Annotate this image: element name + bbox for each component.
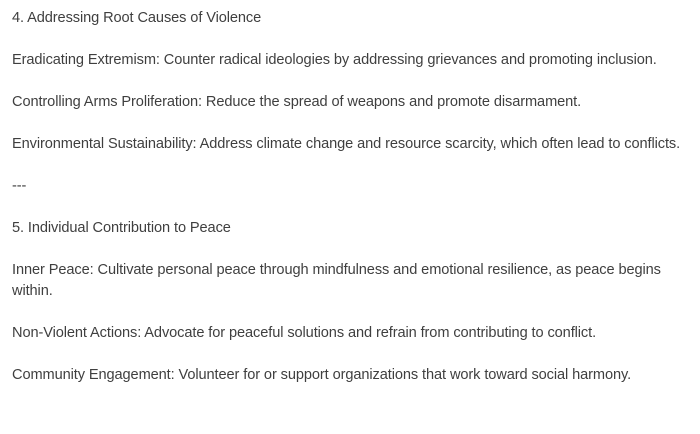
paragraph-spacer [12, 29, 696, 50]
paragraph-spacer [12, 71, 696, 92]
paragraph-spacer [12, 302, 696, 323]
paragraph-eradicating-extremism: Eradicating Extremism: Counter radical ideologies by addressing grievances and promoting inclusion. [12, 52, 657, 68]
paragraph-spacer [12, 155, 696, 176]
paragraph-community-engagement: Community Engagement: Volunteer for or support organizations that work toward social harmony. [12, 367, 632, 383]
section-heading-root-causes: 4. Addressing Root Causes of Violence [12, 10, 262, 26]
paragraph-arms-proliferation: Controlling Arms Proliferation: Reduce the spread of weapons and promote disarmament. [12, 94, 582, 110]
paragraph-environmental-sustainability: Environmental Sustainability: Address climate change and resource scarcity, which often lead to conflicts. [12, 136, 681, 152]
paragraph-non-violent-actions: Non-Violent Actions: Advocate for peaceful solutions and refrain from contributing to conflict. [12, 325, 597, 341]
paragraph-spacer [12, 344, 696, 365]
paragraph-spacer [12, 239, 696, 260]
separator-dashes: --- [12, 178, 27, 194]
paragraph-spacer [12, 113, 696, 134]
paragraph-spacer [12, 197, 696, 218]
paragraph-inner-peace: Inner Peace: Cultivate personal peace through mindfulness and emotional resilience, as peace begins within. [12, 262, 661, 299]
document-body [12, 8, 696, 386]
section-heading-individual-contribution: 5. Individual Contribution to Peace [12, 220, 231, 236]
